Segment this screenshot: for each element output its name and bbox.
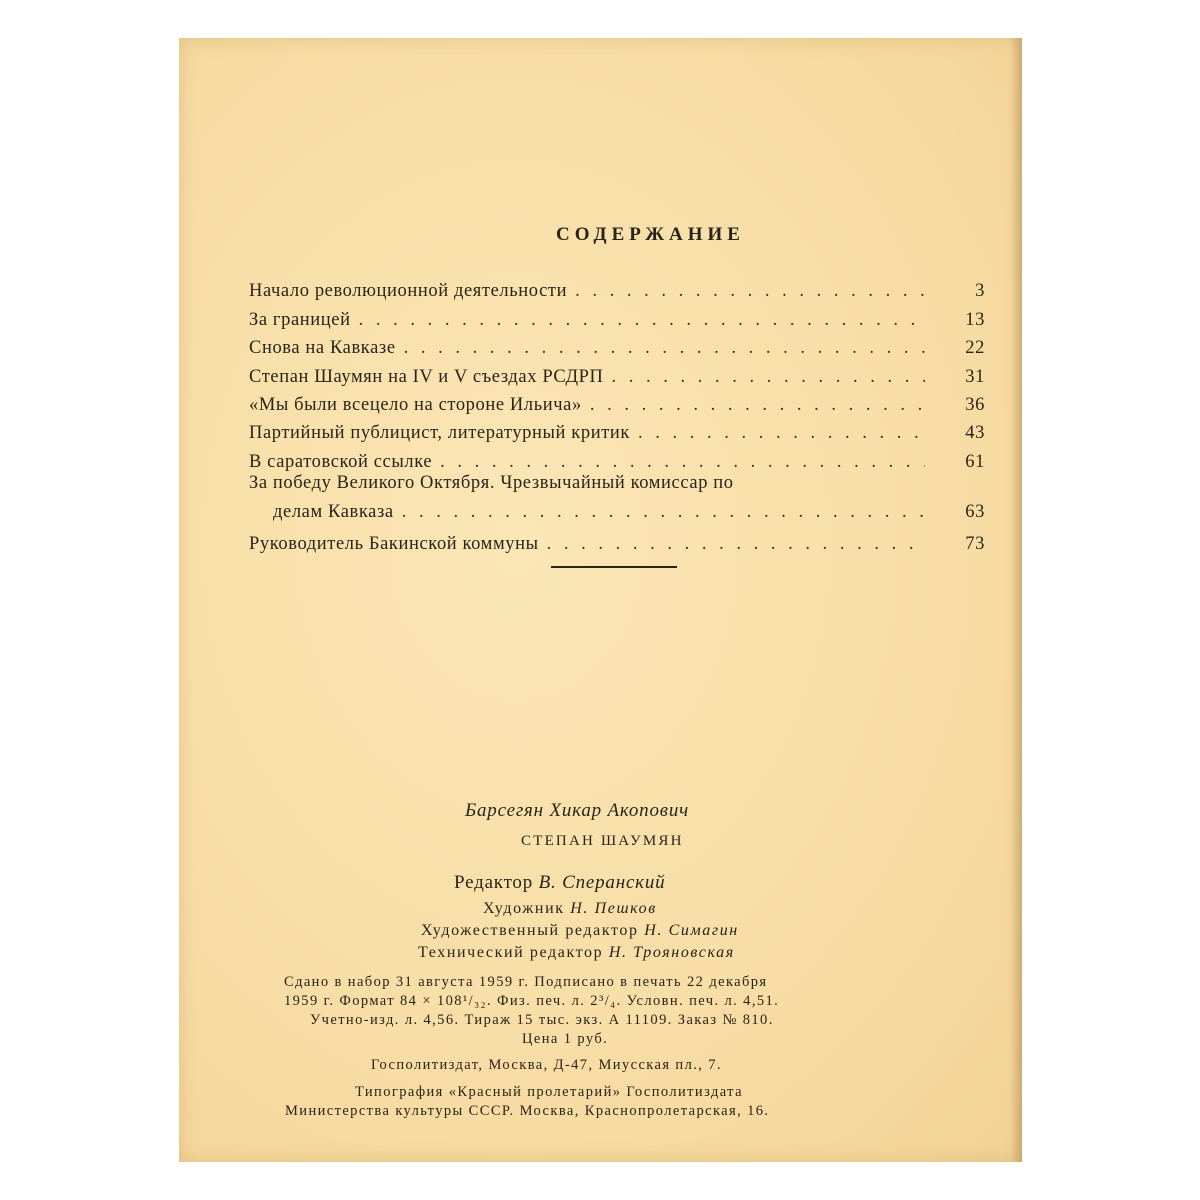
art-editor-credit [421,922,739,940]
printer-line: Министерства культуры СССР. Москва, Краснопролетарская, 16. [285,1103,770,1119]
toc-entry-label: Степан Шаумян на IV и V съездах РСДРП [249,366,604,387]
art-editor-name: Н. Симагин [644,922,739,939]
toc-entry-page: 43 [965,423,985,444]
editor-name: В. Сперанский [538,872,666,893]
dot-leader [539,534,925,555]
dot-leader [582,395,925,416]
dot-leader [604,367,925,388]
toc-entry-label-continued: делам Кавказа [273,501,394,522]
toc-entry-label: «Мы были всецело на стороне Ильича» [249,394,582,415]
toc-entry-label: В саратовской ссылке [249,451,433,472]
dot-leader [432,452,925,473]
tech-editor-credit [418,944,735,962]
toc-entry-label: За границей [249,309,351,330]
toc-entry-page: 13 [965,309,985,330]
toc-entry-page: 22 [965,338,985,359]
toc-entry [249,523,985,555]
contents-heading: СОДЕРЖАНИЕ [556,224,745,245]
author-name: Барсегян Хикар Акопович [465,800,689,821]
toc-entry-page: 63 [965,501,985,522]
toc-entry-label: Снова на Кавказе [249,338,396,359]
artist-role: Художник [483,900,565,917]
dot-leader [351,310,925,331]
toc-entry-label: За победу Великого Октября. Чрезвычайный комиссар по [249,472,734,493]
toc-entry [249,473,985,523]
price: Цена 1 руб. [522,1031,609,1047]
art-editor-role: Художественный редактор [421,922,639,939]
toc-entry [249,359,985,387]
toc-entry-label: Руководитель Бакинской коммуны [249,533,539,554]
toc-entry [249,416,985,444]
print-line: Сдано в набор 31 августа 1959 г. Подписано в печать 22 декабря [284,974,768,990]
print-line: 1959 г. Формат 84 × 108¹/₃₂. Физ. печ. л. 2³/₄. Условн. печ. л. 4,51. [284,993,780,1009]
publisher-address: Госполитиздат, Москва, Д-47, Миусская пл., 7. [371,1057,722,1073]
toc-entry-page: 31 [965,366,985,387]
toc-entry-page: 3 [975,281,985,302]
dot-leader [396,338,925,359]
editor-role: Редактор [454,872,534,893]
artist-credit [483,900,657,918]
table-of-contents [249,274,985,555]
toc-entry [249,444,985,472]
toc-entry [249,302,985,330]
tech-editor-name: Н. Трояновская [608,944,735,961]
book-title: СТЕПАН ШАУМЯН [521,833,684,849]
print-line: Учетно-изд. л. 4,56. Тираж 15 тыс. экз. А 11109. Заказ № 810. [310,1012,774,1028]
toc-entry [249,274,985,302]
artist-name: Н. Пешков [570,900,657,917]
toc-entry [249,331,985,359]
dot-leader [630,423,925,444]
toc-entry-label: Партийный публицист, литературный критик [249,423,630,444]
toc-entry-page: 36 [965,394,985,415]
editor-credit [454,872,665,894]
toc-entry [249,388,985,416]
toc-entry-label: Начало революционной деятельности [249,281,568,302]
dot-leader [394,502,925,523]
book-page [179,38,1022,1162]
toc-entry-page: 61 [965,451,985,472]
toc-entry-page: 73 [965,533,985,554]
dot-leader [567,281,925,302]
tech-editor-role: Технический редактор [418,944,604,961]
printer-line: Типография «Красный пролетарий» Госполитиздата [355,1084,743,1100]
divider-rule [551,566,677,568]
